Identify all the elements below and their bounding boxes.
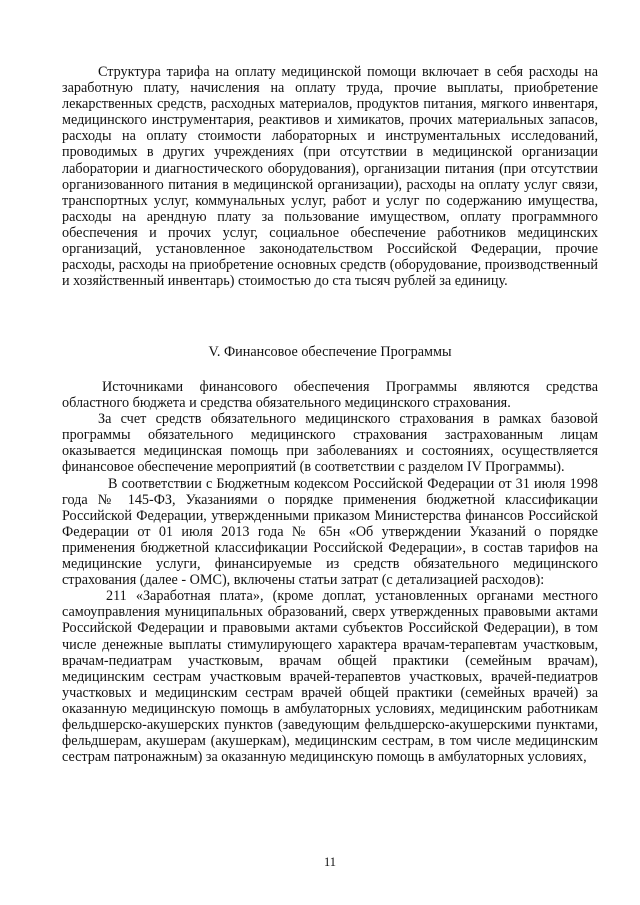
paragraph-tariff-structure: Структура тарифа на оплату медицинской помощи включает в себя расходы на заработную плату, начисления на оплату труда, прочие выплаты, приобретение лекарственных средств, расходных материалов, продуктов питания, мягкого инвентаря, медицинского инструментария, реактивов и химикатов, прочих материальных запасов, расходы на оплату стоимости лабораторных и инструментальных исследований, проводимых в других учреждениях (при отсутствии в медицинской организации лаборатории и диагностического оборудования), организации питания (при отсутствии организованного питания в медицинской организации), расходы на оплату услуг связи, транспортных услуг, коммунальных услуг, работ и услуг по содержанию имущества, расходы на арендную плату за пользование имуществом, оплату программного обеспечения и прочих услуг, социальное обеспечение работников медицинских организаций, установленное законодательством Российской Федерации, прочие расходы, расходы на приобретение основных средств (оборудование, производственный и хозяйственный инвентарь) стоимостью до ста тысяч рублей за единицу. xyxy=(62,64,598,290)
page-number: 11 xyxy=(323,855,337,869)
text-block-tariff xyxy=(62,64,598,289)
text-block-financing xyxy=(62,379,598,765)
paragraph-budget-code: В соответствии с Бюджетным кодексом Российской Федерации от 31 июля 1998 года № 145-ФЗ, Указаниями о порядке применения бюджетной классификации Российской Федерации, утвержденными приказом Министерства финансов Российской Федерации от 01 июля 2013 года № 65н «Об утверждении Указаний о порядке применения бюджетной классификации Российской Федерации», в состав тарифов на медицинские услуги, финансируемые из средств обязательного медицинского страхования (далее - ОМС), включены статьи затрат (с детализацией расходов): xyxy=(62,475,598,589)
section-heading: V. Финансовое обеспечение Программы xyxy=(208,344,452,360)
paragraph-oms-coverage: За счет средств обязательного медицинского страхования в рамках базовой программы обязательного медицинского страхования застрахованным лицам оказывается медицинская помощь при заболеваниях и состояниях, осуществляется финансовое обеспечение мероприятий (в соответствии с разделом IV Программы). xyxy=(62,411,598,476)
paragraph-salary-211: 211 «Заработная плата», (кроме доплат, установленных органами местного самоуправления муниципальных образований, сверх утвержденных правовыми актами Российской Федерации и правовыми актами субъектов Российской Федерации), в том числе денежные выплаты стимулирующего характера врачам-терапевтам участковым, врачам-педиатрам участковым, врачам общей практики (семейным врачам), медицинским сестрам участковым врачей-терапевтов участковых, врачей-педиатров участковых и медицинским сестрам врачей общей практики (семейных врачей) за оказанную медицинскую помощь в амбулаторных условиях, медицинским работникам фельдшерско-акушерских пунктов (заведующим фельдшерско-акушерскими пунктами, фельдшерам, акушерам (акушеркам), медицинским сестрам, в том числе медицинским сестрам патронажным) за оказанную медицинскую помощь в амбулаторных условиях, xyxy=(62,588,598,766)
paragraph-funding-sources: Источниками финансового обеспечения Программы являются средства областного бюджета и средства обязательного медицинского страхования. xyxy=(62,379,598,412)
